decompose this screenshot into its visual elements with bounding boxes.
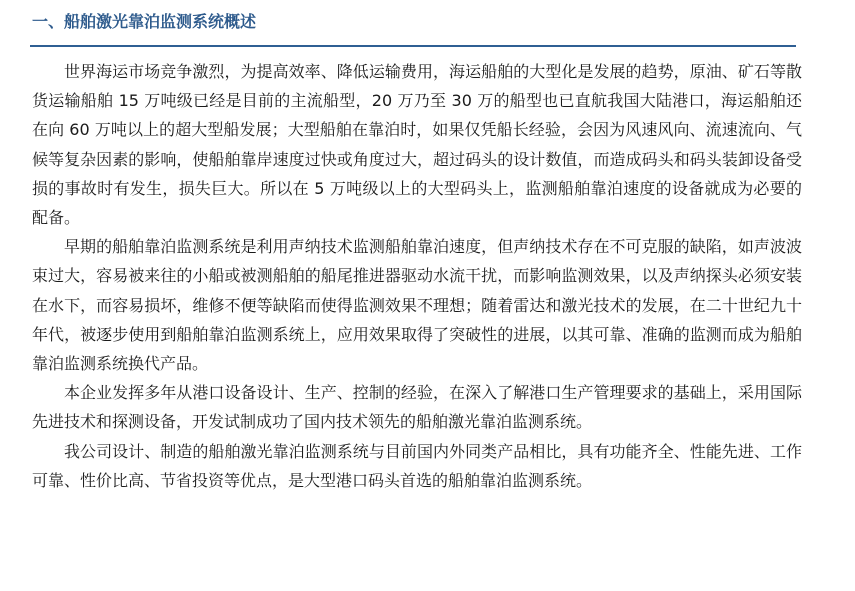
section-body xyxy=(32,57,802,495)
section-heading: 一、船舶激光靠泊监测系统概述 xyxy=(32,12,257,31)
paragraph-company-development: 本企业发挥多年从港口设备设计、生产、控制的经验，在深入了解港口生产管理要求的基础上，采用国际先进技术和探测设备，开发试制成功了国内技术领先的船舶激光靠泊监测系统。 xyxy=(32,383,802,432)
paragraph-product-advantages: 我公司设计、制造的船舶激光靠泊监测系统与目前国内外同类产品相比，具有功能齐全、性能先进、工作可靠、性价比高、节省投资等优点，是大型港口码头首选的船舶靠泊监测系统。 xyxy=(32,441,802,490)
heading-divider xyxy=(30,45,796,47)
paragraph-market-background: 世界海运市场竞争激烈，为提高效率、降低运输费用，海运船舶的大型化是发展的趋势，原油、矿石等散货运输船舶 15 万吨级已经是目前的主流船型，20 万乃至 30 万的船型也已直航我国大陆港口，海运船舶还在向 60 万吨以上的超大型船发展；大型船舶在靠泊时，如果仅凭船长经验，会因为风速风向、流速流向、气候等复杂因素的影响，使船舶靠岸速度过快或角度过大，超过码头的设计数值，而造成码头和码头装卸设备受损的事故时有发生，损失巨大。所以在 5 万吨级以上的大型码头上，监测船舶靠泊速度的设备就成为必要的配备。 xyxy=(32,62,802,228)
paragraph-early-systems: 早期的船舶靠泊监测系统是利用声纳技术监测船舶靠泊速度，但声纳技术存在不可克服的缺陷，如声波波束过大，容易被来往的小船或被测船舶的船尾推进器驱动水流干扰，而影响监测效果，以及声纳探头必须安装在水下，而容易损坏，维修不便等缺陷而使得监测效果不理想；随着雷达和激光技术的发展，在二十世纪九十年代，被逐步使用到船舶靠泊监测系统上，应用效果取得了突破性的进展，以其可靠、准确的监测而成为船舶靠泊监测系统换代产品。 xyxy=(32,237,802,374)
